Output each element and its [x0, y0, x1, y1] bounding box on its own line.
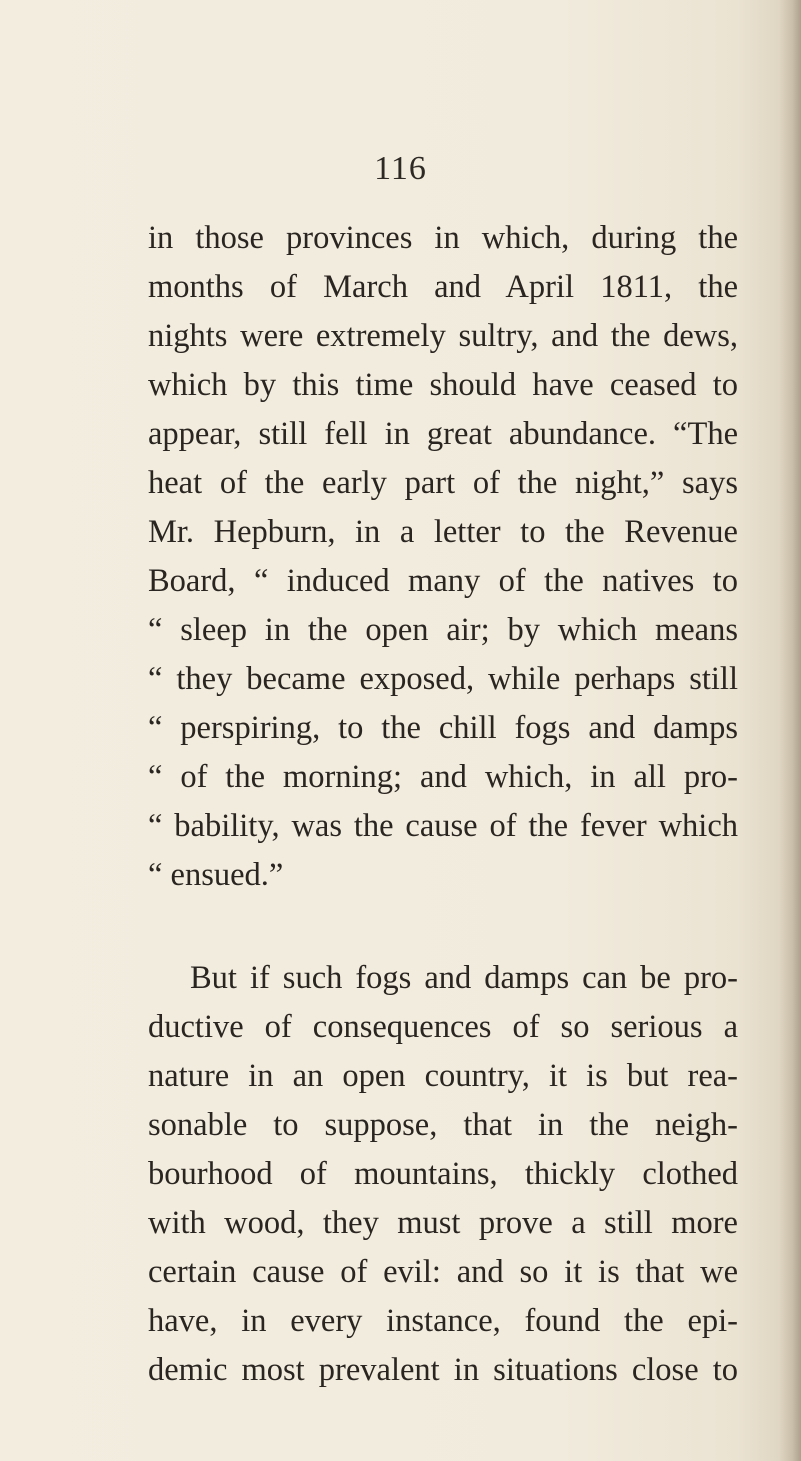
- page-number: 116: [374, 150, 427, 187]
- body-text: in those provinces in which, during the months of March and April 1811, the nights were extremely sultry, and the dews, which by this time should have ceased to appear, still fell in great abundance. “The heat of the early part of the night,” says Mr. Hepburn, in a letter to the Revenue Board, “ induced many of the natives to “ sleep in the open air; by which means “ they became exposed, while perhaps still “ perspiring, to the chill fogs and damps “ of the morning; and which, in all pro- “ bability, was the cause of the fever which “ ensued.” But if such fogs and damps can be pro- ductive of consequences of so serious a nature in an open country, it is but rea- sonable to suppose, that in the neigh- bourhood of mountains, thickly clothed with wood, they must prove a still more certain cause of evil: and so it is that we have, in every instance, found the epi- demic most prevalent in situations close to: [148, 220, 738, 1388]
